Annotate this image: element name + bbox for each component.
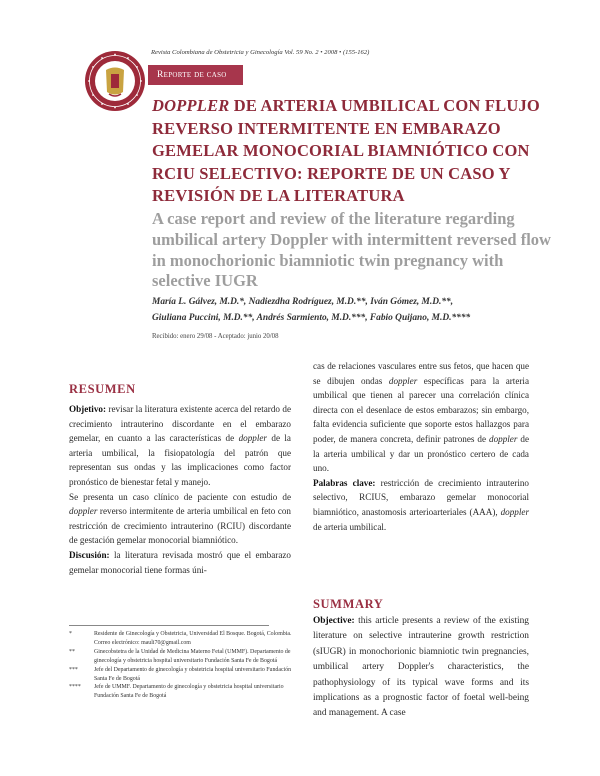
objetivo-text-b: de la arteria umbilical, la fisiopatología del patrón que representan sus ondas y las implicaciones como factor pronóstico de bienestar fetal y manejo. bbox=[69, 433, 291, 487]
article-title-spanish bbox=[152, 95, 552, 208]
objetivo-text-a: revisar la literatura existente acerca del retardo de crecimiento intrauterino discordante en el embarazo gemelar, en cuanto a las características de bbox=[69, 404, 291, 444]
summary-body bbox=[313, 614, 529, 722]
title-rest: DE ARTERIA UMBILICAL CON FLUJO REVERSO INTERMITENTE EN EMBARAZO GEMELAR MONOCORIAL BIAMNIÓTICO CON RCIU SELECTIVO: REPORTE DE UN CASO Y REVISIÓN DE LA LITERATURA bbox=[152, 96, 540, 205]
footnote-text: Jefe de UMMF. Departamento de ginecología y obstetricia hospital universitario Fundación Santa Fe de Bogotá bbox=[94, 684, 284, 700]
footnote-text: Jefe del Departamento de ginecología y obstetricia hospital universitario Fundación Santa Fe de Bogotá bbox=[94, 666, 292, 682]
cont-text-a: cas de relaciones vasculares entre sus fetos, que hacen que se dibujen ondas bbox=[313, 361, 529, 386]
resumen-heading: RESUMEN bbox=[69, 382, 136, 396]
cont-text-b: específicas para la arteria umbilical que tienen al parecer una correlación clínica directa con el desenlace de estos embarazos; sin embargo, falta evidencia suficiente que soporte estos hallazgos para poder, de manera concreta, definir patrones de bbox=[313, 375, 530, 444]
resumen-continued bbox=[313, 359, 529, 534]
cont-doppler-1: doppler bbox=[388, 375, 418, 386]
discusion-text: la literatura revisada mostró que el embarazo gemelar monocorial tiene formas úni- bbox=[69, 549, 291, 575]
keywords-label: Palabras clave: bbox=[313, 477, 376, 488]
cont-doppler-2: doppler bbox=[489, 433, 518, 444]
objetivo-doppler: doppler bbox=[238, 433, 267, 444]
received-accepted-dates: Recibido: enero 29/08 - Aceptado: junio 20/08 bbox=[152, 333, 279, 340]
article-title-english: A case report and review of the literature regarding umbilical artery Doppler with intermittent reversed flow in monochorionic biamniotic twin pregnancy with selective IUGR bbox=[152, 209, 551, 291]
discusion-paragraph bbox=[69, 548, 291, 577]
author-list bbox=[152, 295, 572, 326]
objective-label: Objective: bbox=[313, 616, 355, 626]
keywords-paragraph bbox=[313, 476, 529, 534]
resumen-body bbox=[69, 402, 291, 577]
authors-line-2: Giuliana Puccini, M.D.**, Andrés Sarmiento, M.D.***, Fabio Quijano, M.D.**** bbox=[152, 312, 471, 323]
objective-text: this article presents a review of the existing literature on selective intrauterine growth restriction (sIUGR) in monochorionic biamniotic twin pregnancies, umbilical artery Doppler's characteristics, the pathophysiology of its typical wave forms and its implications as a prognostic factor of foetal well-being and management. A case bbox=[313, 616, 529, 719]
discusion-continued bbox=[313, 359, 529, 476]
title-italic-word: DOPPLER bbox=[152, 96, 230, 115]
footnote-text: Residente de Ginecología y Obstetricia, Universidad El Bosque. Bogotá, Colombia. Correo electrónico: mauli70@gmail.com bbox=[94, 631, 292, 646]
footnote bbox=[69, 630, 299, 648]
authors-line-1: María L. Gálvez, M.D.*, Nadiezdha Rodríguez, M.D.**, Iván Gómez, M.D.**, bbox=[152, 297, 454, 307]
footnote bbox=[69, 683, 299, 701]
summary-heading: SUMMARY bbox=[313, 597, 384, 611]
footnote-mark: *** bbox=[69, 666, 78, 673]
footnotes bbox=[69, 630, 299, 701]
caso-text-b: reverso intermitente de arteria umbilical en feto con restricción de crecimiento intrauterino (RCIU) discordante de gestación gemelar monocorial biamniótico. bbox=[69, 506, 291, 546]
keywords-text-b: de arteria umbilical. bbox=[313, 521, 387, 532]
objetivo-label: Objetivo: bbox=[69, 404, 106, 414]
cont-text-c: de la arteria umbilical y dar un pronóstico certero de cada uno. bbox=[313, 433, 529, 474]
keywords-doppler: doppler bbox=[500, 506, 529, 517]
caso-doppler: doppler bbox=[69, 506, 98, 517]
footnote bbox=[69, 666, 299, 684]
footnote-divider bbox=[69, 625, 269, 626]
section-badge: Reporte de caso bbox=[148, 65, 243, 85]
footnote bbox=[69, 648, 299, 666]
footnote-mark: * bbox=[69, 631, 72, 637]
objective-paragraph bbox=[313, 614, 529, 722]
discusion-label: Discusión: bbox=[69, 549, 110, 560]
objetivo-paragraph bbox=[69, 402, 291, 490]
footnote-mark: ** bbox=[69, 648, 75, 655]
journal-seal bbox=[84, 50, 146, 112]
journal-citation: Revista Colombiana de Obstetricia y Ginecología Vol. 59 No. 2 • 2008 • (155-162) bbox=[151, 49, 370, 56]
keywords-text-a: restricción de crecimiento intrauterino selectivo, RCIUS, embarazo gemelar monocorial biamniótico, anastomosis arterioarteriales (AAA), bbox=[313, 477, 529, 517]
footnote-mark: **** bbox=[69, 684, 81, 691]
caso-paragraph bbox=[69, 490, 291, 548]
footnote-text: Ginecobstetra de la Unidad de Medicina Materno Fetal (UMMF). Departamento de ginecología y obstetricia hospital universitario Fundación Santa Fe de Bogotá bbox=[94, 648, 291, 664]
caso-text-a: Se presenta un caso clínico de paciente con estudio de bbox=[69, 491, 291, 502]
